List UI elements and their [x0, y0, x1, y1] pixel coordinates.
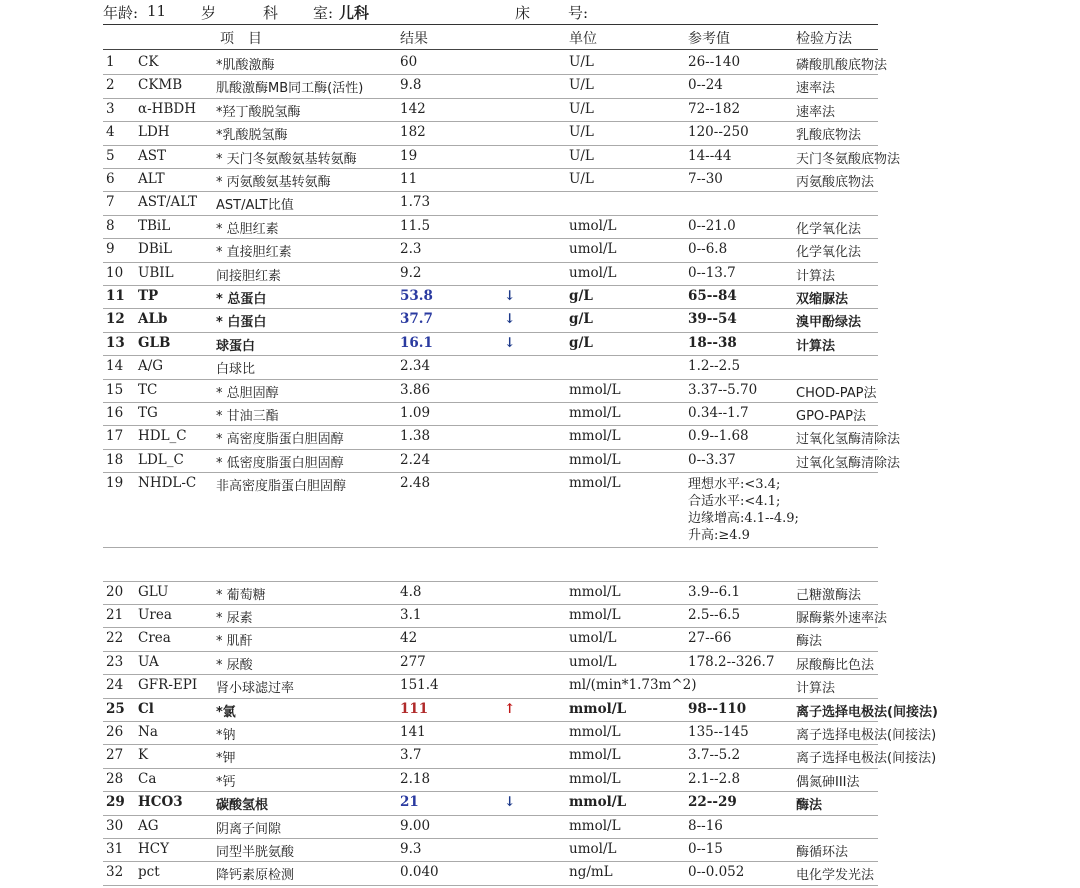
test-result: 42	[400, 630, 418, 647]
test-name: *肌酸激酶	[216, 58, 275, 73]
test-name: 降钙素原检测	[216, 868, 295, 884]
table-row	[0, 333, 1080, 356]
test-result: 1.38	[400, 428, 431, 445]
test-code: TC	[138, 381, 158, 398]
test-code: HCO3	[138, 794, 183, 811]
reference-range: 65--84	[688, 288, 737, 304]
table-row	[0, 722, 1080, 745]
test-method: 酶法	[796, 798, 823, 814]
test-result: 277	[400, 653, 426, 670]
reference-range: 14--44	[688, 147, 732, 164]
test-result: 1.73	[400, 194, 431, 211]
reference-range: 120--250	[688, 124, 749, 141]
test-result: 111	[400, 700, 429, 717]
test-code: Cl	[138, 700, 154, 717]
test-name: *钙	[216, 774, 236, 790]
table-row	[0, 628, 1080, 651]
test-method: 计算法	[796, 268, 836, 284]
row-number: 30	[106, 817, 124, 834]
test-result: 9.00	[400, 817, 431, 834]
reference-range: 178.2--326.7	[688, 653, 775, 670]
test-result: 3.1	[400, 607, 422, 623]
test-unit: mmol/L	[569, 700, 627, 717]
test-code: AST	[138, 147, 167, 164]
test-code: Urea	[138, 607, 172, 623]
table-row	[0, 239, 1080, 262]
test-unit: umol/L	[569, 264, 617, 281]
row-number: 21	[106, 607, 124, 623]
test-result: 21	[400, 794, 419, 811]
test-unit: mmol/L	[569, 817, 621, 834]
test-method: 化学氧化法	[796, 245, 862, 261]
table-row	[0, 75, 1080, 98]
reference-range: 7--30	[688, 171, 723, 187]
row-divider	[103, 885, 878, 886]
row-number: 26	[106, 724, 124, 740]
test-unit: U/L	[569, 54, 594, 70]
test-name: *钾	[216, 751, 236, 767]
test-unit: U/L	[569, 77, 594, 94]
reference-range: 3.7--5.2	[688, 747, 741, 764]
col-reference: 参考值	[688, 31, 730, 47]
row-number: 11	[106, 288, 125, 304]
reference-line: 理想水平:<3.4;	[688, 477, 781, 493]
reference-line: 升高:≥4.9	[688, 528, 750, 544]
test-method: 速率法	[796, 81, 836, 97]
test-result: 141	[400, 724, 426, 740]
row-number: 2	[106, 77, 115, 94]
test-code: Na	[138, 724, 158, 740]
test-method: 速率法	[796, 104, 836, 120]
test-name: * 白蛋白	[216, 315, 267, 331]
table-row	[0, 582, 1080, 605]
age-value: 11	[147, 2, 167, 20]
test-code: α-HBDH	[138, 100, 196, 117]
column-header-rule	[103, 49, 878, 50]
test-code: LDL_C	[138, 451, 184, 468]
test-name: 碳酸氢根	[216, 798, 269, 814]
abnormal-flag: ↓	[504, 311, 516, 328]
col-item: 项 目	[220, 31, 262, 47]
test-result: 2.18	[400, 770, 431, 787]
row-number: 7	[106, 194, 115, 211]
reference-range: 98--110	[688, 700, 747, 717]
row-number: 20	[106, 583, 124, 600]
test-code: Ca	[138, 770, 157, 787]
reference-line: 边缘增高:4.1--4.9;	[688, 511, 799, 527]
test-name: 肾小球滤过率	[216, 681, 295, 697]
test-code: UBIL	[138, 264, 174, 281]
test-result: 2.34	[400, 358, 431, 375]
abnormal-flag: ↓	[504, 334, 516, 351]
test-method: GPO-PAP法	[796, 409, 866, 424]
table-row	[0, 816, 1080, 839]
row-number: 17	[106, 428, 124, 445]
table-row	[0, 380, 1080, 403]
col-unit: 单位	[569, 31, 597, 47]
test-unit: umol/L	[569, 653, 617, 670]
table-row	[0, 769, 1080, 792]
test-unit: U/L	[569, 171, 594, 187]
table-row	[0, 473, 1080, 581]
test-name: * 天门冬氨酸氨基转氨酶	[216, 151, 357, 167]
test-unit: mmol/L	[569, 794, 627, 811]
table-row	[0, 146, 1080, 169]
test-code: K	[138, 747, 149, 764]
test-name: *钠	[216, 728, 236, 743]
table-row	[0, 839, 1080, 862]
table-row	[0, 699, 1080, 722]
test-result: 0.040	[400, 864, 439, 881]
test-name: 阴离子间隙	[216, 821, 282, 837]
table-row	[0, 99, 1080, 122]
test-unit: ml/(min*1.73m^2)	[569, 677, 697, 694]
test-unit: mmol/L	[569, 451, 621, 468]
test-code: HCY	[138, 841, 170, 857]
test-name: *羟丁酸脱氢酶	[216, 104, 301, 120]
test-name: AST/ALT比值	[216, 198, 294, 214]
table-row	[0, 675, 1080, 698]
reference-range: 0--21.0	[688, 217, 736, 234]
test-code: ALT	[138, 171, 165, 187]
test-code: UA	[138, 653, 159, 670]
row-number: 24	[106, 677, 124, 694]
reference-range: 0--13.7	[688, 264, 736, 281]
reference-range: 1.2--2.5	[688, 358, 741, 375]
row-number: 3	[106, 100, 115, 117]
reference-range: 8--16	[688, 817, 723, 834]
header-rule	[103, 24, 878, 25]
reference-range: 0.34--1.7	[688, 405, 749, 421]
abnormal-flag: ↓	[504, 288, 516, 304]
test-unit: mmol/L	[569, 770, 621, 787]
test-unit: mmol/L	[569, 747, 621, 764]
reference-range: 72--182	[688, 100, 741, 117]
test-method: 计算法	[796, 681, 836, 697]
test-name: * 高密度脂蛋白胆固醇	[216, 432, 344, 448]
test-name: *乳酸脱氢酶	[216, 128, 288, 144]
test-result: 9.8	[400, 77, 422, 94]
table-row	[0, 52, 1080, 75]
age-label: 年龄:	[103, 4, 139, 22]
row-divider	[103, 547, 878, 548]
test-method: 磷酸肌酸底物法	[796, 58, 888, 73]
test-code: A/G	[138, 358, 164, 375]
table-row	[0, 745, 1080, 768]
abnormal-flag: ↑	[504, 700, 516, 717]
test-method: 计算法	[796, 338, 836, 354]
bed-label: 床	[515, 4, 531, 22]
test-name: * 葡萄糖	[216, 587, 266, 603]
table-row	[0, 263, 1080, 286]
test-name: * 总胆固醇	[216, 385, 279, 401]
table-row	[0, 450, 1080, 473]
test-method: 离子选择电极法(间接法)	[796, 728, 937, 743]
reference-range: 39--54	[688, 311, 737, 328]
table-row	[0, 192, 1080, 215]
row-number: 25	[106, 700, 125, 717]
test-code: AG	[138, 817, 159, 834]
test-name: 非高密度脂蛋白胆固醇	[216, 479, 347, 495]
table-row	[0, 169, 1080, 192]
test-method: 过氧化氢酶清除法	[796, 432, 901, 448]
test-method: 双缩脲法	[796, 292, 849, 307]
test-method: 酶循环法	[796, 845, 849, 860]
test-unit: g/L	[569, 334, 593, 351]
test-unit: umol/L	[569, 241, 617, 258]
test-name: * 尿酸	[216, 657, 253, 673]
test-result: 151.4	[400, 677, 439, 694]
test-unit: mmol/L	[569, 583, 621, 600]
test-name: * 甘油三酯	[216, 409, 279, 424]
reference-range: 22--29	[688, 794, 737, 811]
dept-label: 科	[263, 4, 279, 22]
test-method: CHOD-PAP法	[796, 385, 877, 401]
test-result: 16.1	[400, 334, 433, 351]
test-result: 3.86	[400, 381, 431, 398]
reference-range: 0--6.8	[688, 241, 728, 258]
test-result: 19	[400, 147, 418, 164]
row-number: 23	[106, 653, 124, 670]
test-name: * 尿素	[216, 611, 253, 626]
test-code: Crea	[138, 630, 171, 647]
test-name: * 直接胆红素	[216, 245, 292, 261]
test-unit: mmol/L	[569, 724, 621, 740]
test-unit: U/L	[569, 100, 594, 117]
test-code: NHDL-C	[138, 475, 197, 492]
table-row	[0, 122, 1080, 145]
table-row	[0, 309, 1080, 332]
table-row	[0, 403, 1080, 426]
test-code: TBiL	[138, 217, 171, 234]
row-number: 5	[106, 147, 115, 164]
test-name: 白球比	[216, 362, 256, 378]
test-result: 2.24	[400, 451, 431, 468]
test-method: 尿酸酶比色法	[796, 657, 875, 673]
reference-range: 27--66	[688, 630, 732, 647]
row-number: 28	[106, 770, 124, 787]
test-code: TP	[138, 288, 159, 304]
row-number: 1	[106, 54, 115, 70]
table-row	[0, 286, 1080, 309]
table-row	[0, 605, 1080, 628]
test-result: 37.7	[400, 311, 433, 328]
test-code: TG	[138, 405, 158, 421]
test-result: 182	[400, 124, 426, 141]
row-number: 18	[106, 451, 124, 468]
test-method: 丙氨酸底物法	[796, 175, 875, 190]
test-method: 偶氮砷III法	[796, 774, 860, 790]
test-code: HDL_C	[138, 428, 187, 445]
test-method: 天门冬氨酸底物法	[796, 151, 901, 167]
test-method: 电化学发光法	[796, 868, 875, 884]
reference-range: 0--0.052	[688, 864, 745, 881]
test-result: 11	[400, 171, 418, 187]
dept-label-2: 室:	[313, 4, 334, 22]
test-unit: mmol/L	[569, 381, 621, 398]
patient-header	[103, 0, 1063, 26]
row-number: 4	[106, 124, 115, 141]
table-row	[0, 356, 1080, 379]
test-method: 乳酸底物法	[796, 128, 862, 144]
row-number: 10	[106, 264, 124, 281]
test-code: ALb	[138, 311, 168, 328]
reference-range: 0--3.37	[688, 451, 736, 468]
test-name: 间接胆红素	[216, 268, 282, 284]
test-method: 溴甲酚绿法	[796, 315, 862, 331]
bed-label-2: 号:	[568, 4, 589, 22]
test-result: 142	[400, 100, 426, 117]
table-row	[0, 652, 1080, 675]
test-code: CK	[138, 54, 159, 70]
test-unit: U/L	[569, 124, 594, 141]
col-method: 检验方法	[796, 31, 852, 47]
test-name: * 肌酐	[216, 634, 253, 650]
reference-range: 0--15	[688, 841, 723, 857]
row-number: 27	[106, 747, 124, 764]
test-method: 酶法	[796, 634, 823, 650]
test-method: 过氧化氢酶清除法	[796, 455, 901, 471]
row-number: 16	[106, 405, 124, 421]
table-row	[0, 792, 1080, 815]
test-code: AST/ALT	[138, 194, 198, 211]
reference-line: 合适水平:<4.1;	[688, 494, 781, 510]
table-row	[0, 426, 1080, 449]
test-result: 2.3	[400, 241, 422, 258]
row-number: 13	[106, 334, 125, 351]
row-number: 9	[106, 241, 115, 258]
test-unit: umol/L	[569, 841, 617, 857]
test-name: * 丙氨酸氨基转氨酶	[216, 175, 331, 190]
test-result: 11.5	[400, 217, 431, 234]
test-method: 离子选择电极法(间接法)	[796, 751, 937, 767]
test-code: pct	[138, 864, 160, 881]
test-name: 球蛋白	[216, 338, 256, 354]
reference-range: 26--140	[688, 54, 741, 70]
test-unit: mmol/L	[569, 405, 621, 421]
dept-value: 儿科	[339, 4, 370, 22]
test-name: * 低密度脂蛋白胆固醇	[216, 455, 344, 471]
test-result: 53.8	[400, 288, 433, 304]
test-unit: mmol/L	[569, 428, 621, 445]
col-result: 结果	[400, 31, 428, 47]
row-number: 29	[106, 794, 125, 811]
test-unit: mmol/L	[569, 607, 621, 623]
reference-range: 18--38	[688, 334, 737, 351]
reference-range: 2.5--6.5	[688, 607, 741, 623]
test-code: GFR-EPI	[138, 677, 198, 694]
reference-range: 0--24	[688, 77, 723, 94]
test-result: 4.8	[400, 583, 422, 600]
table-row	[0, 216, 1080, 239]
column-headers	[0, 28, 1080, 48]
test-method: 离子选择电极法(间接法)	[796, 704, 938, 720]
test-unit: umol/L	[569, 217, 617, 234]
abnormal-flag: ↓	[504, 794, 516, 811]
reference-range: 2.1--2.8	[688, 770, 741, 787]
test-unit: g/L	[569, 288, 593, 304]
test-unit: mmol/L	[569, 475, 621, 492]
reference-range-multiline	[688, 476, 799, 544]
row-number: 32	[106, 864, 124, 881]
test-code: LDH	[138, 124, 170, 141]
test-code: GLU	[138, 583, 169, 600]
test-unit: ng/mL	[569, 864, 613, 881]
row-number: 22	[106, 630, 124, 647]
reference-range: 0.9--1.68	[688, 428, 749, 445]
test-method: 己糖激酶法	[796, 587, 862, 603]
test-result: 2.48	[400, 475, 431, 492]
test-name: 肌酸激酶MB同工酶(活性)	[216, 81, 364, 97]
reference-range: 3.37--5.70	[688, 381, 758, 398]
row-number: 15	[106, 381, 124, 398]
row-number: 6	[106, 171, 115, 187]
row-number: 31	[106, 841, 124, 857]
test-name: 同型半胱氨酸	[216, 845, 295, 860]
test-name: * 总蛋白	[216, 292, 267, 307]
test-result: 1.09	[400, 405, 431, 421]
test-unit: umol/L	[569, 630, 617, 647]
test-code: GLB	[138, 334, 171, 351]
test-result: 60	[400, 54, 418, 70]
row-number: 14	[106, 358, 124, 375]
test-code: DBiL	[138, 241, 173, 258]
reference-range: 135--145	[688, 724, 749, 740]
row-number: 12	[106, 311, 125, 328]
test-code: CKMB	[138, 77, 183, 94]
test-unit: g/L	[569, 311, 593, 328]
row-number: 8	[106, 217, 115, 234]
table-row	[0, 862, 1080, 885]
reference-range: 3.9--6.1	[688, 583, 741, 600]
test-result: 9.2	[400, 264, 422, 281]
age-unit: 岁	[201, 4, 217, 22]
test-method: 脲酶紫外速率法	[796, 611, 888, 626]
test-method: 化学氧化法	[796, 221, 862, 237]
test-name: *氯	[216, 704, 236, 720]
test-result: 9.3	[400, 841, 422, 857]
test-name: * 总胆红素	[216, 221, 279, 237]
test-result: 3.7	[400, 747, 422, 764]
row-number: 19	[106, 475, 124, 492]
test-unit: U/L	[569, 147, 594, 164]
